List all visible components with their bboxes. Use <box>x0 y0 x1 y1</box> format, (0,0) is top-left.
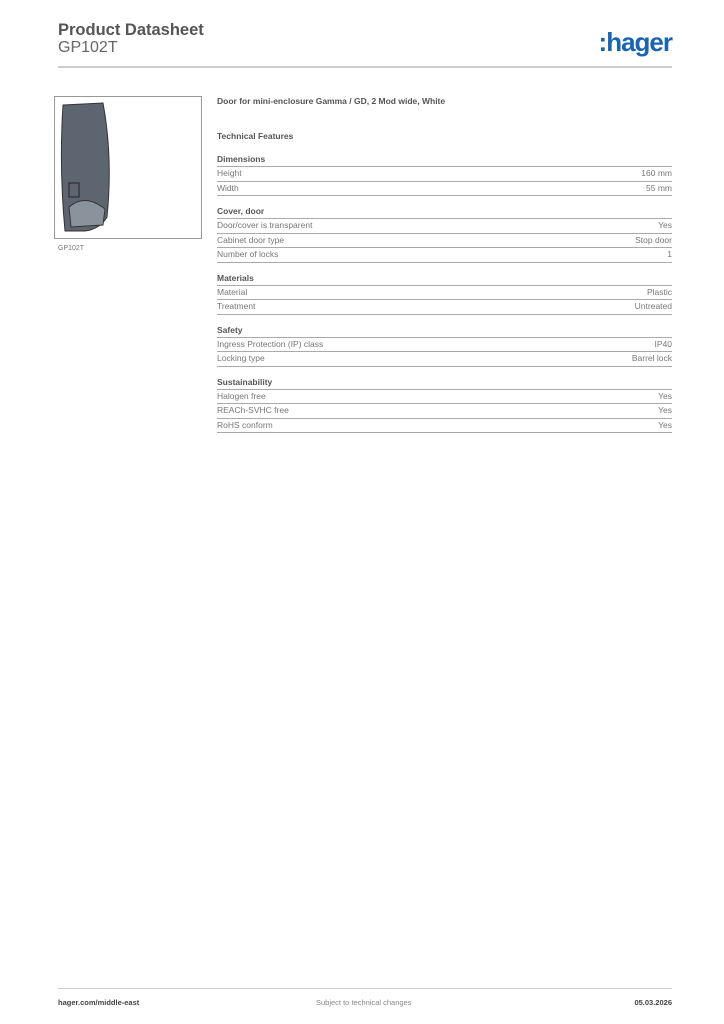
spec-row <box>217 219 672 234</box>
section-title: Dimensions <box>217 154 672 167</box>
spec-label: Width <box>217 182 239 193</box>
spec-label: REACh-SVHC free <box>217 405 289 415</box>
product-description: Door for mini-enclosure Gamma / GD, 2 Mod wide, White <box>217 96 446 106</box>
spec-row <box>217 286 672 301</box>
spec-value: IP40 <box>654 338 672 349</box>
hager-logo: :hager <box>598 27 672 57</box>
spec-label: Door/cover is transparent <box>217 220 313 230</box>
specs-column <box>217 96 672 433</box>
footer-date: 05.03.2026 <box>634 998 672 1007</box>
spec-row <box>217 352 672 367</box>
footer-note: Subject to technical changes <box>316 998 412 1007</box>
section-title: Materials <box>217 273 672 286</box>
spec-row <box>217 248 672 263</box>
header-divider <box>58 66 672 68</box>
spec-value: Yes <box>658 220 672 230</box>
section-title: Safety <box>217 325 672 338</box>
spec-label: Height <box>217 168 242 178</box>
image-caption: GP102T <box>58 245 85 252</box>
spec-row <box>217 404 672 419</box>
spec-value: Untreated <box>634 301 672 311</box>
spec-label: Number of locks <box>217 249 279 259</box>
footer-website[interactable]: hager.com/middle-east <box>58 998 140 1007</box>
spec-row <box>217 300 672 315</box>
spec-label: Treatment <box>217 301 256 311</box>
spec-value: Yes <box>658 419 672 430</box>
spec-row <box>217 182 672 197</box>
spec-label: Cabinet door type <box>217 234 285 245</box>
spec-label: RoHS conform <box>217 419 273 430</box>
spec-row <box>217 419 672 434</box>
spec-value: Barrel lock <box>631 353 672 363</box>
spec-row <box>217 390 672 405</box>
spec-label: Ingress Protection (IP) class <box>217 338 324 349</box>
spec-value: Yes <box>658 405 672 415</box>
spec-label: Halogen free <box>217 390 266 401</box>
spec-label: Locking type <box>217 353 265 363</box>
spec-row <box>217 167 672 182</box>
door-illustration-icon <box>55 97 201 238</box>
spec-label: Material <box>217 286 248 297</box>
spec-value: 1 <box>667 249 672 259</box>
spec-value: 55 mm <box>646 182 672 193</box>
spec-value: 160 mm <box>641 168 672 178</box>
spec-value: Yes <box>658 390 672 401</box>
product-image <box>54 96 202 239</box>
spec-value: Stop door <box>635 234 672 245</box>
product-code: GP102T <box>58 39 118 56</box>
spec-row <box>217 234 672 249</box>
features-title: Technical Features <box>217 131 294 141</box>
section-title: Sustainability <box>217 377 672 390</box>
spec-row <box>217 338 672 353</box>
spec-value: Plastic <box>646 286 672 297</box>
section-title: Cover, door <box>217 206 672 219</box>
page-title: Product Datasheet <box>58 21 204 39</box>
footer-divider <box>58 988 672 989</box>
